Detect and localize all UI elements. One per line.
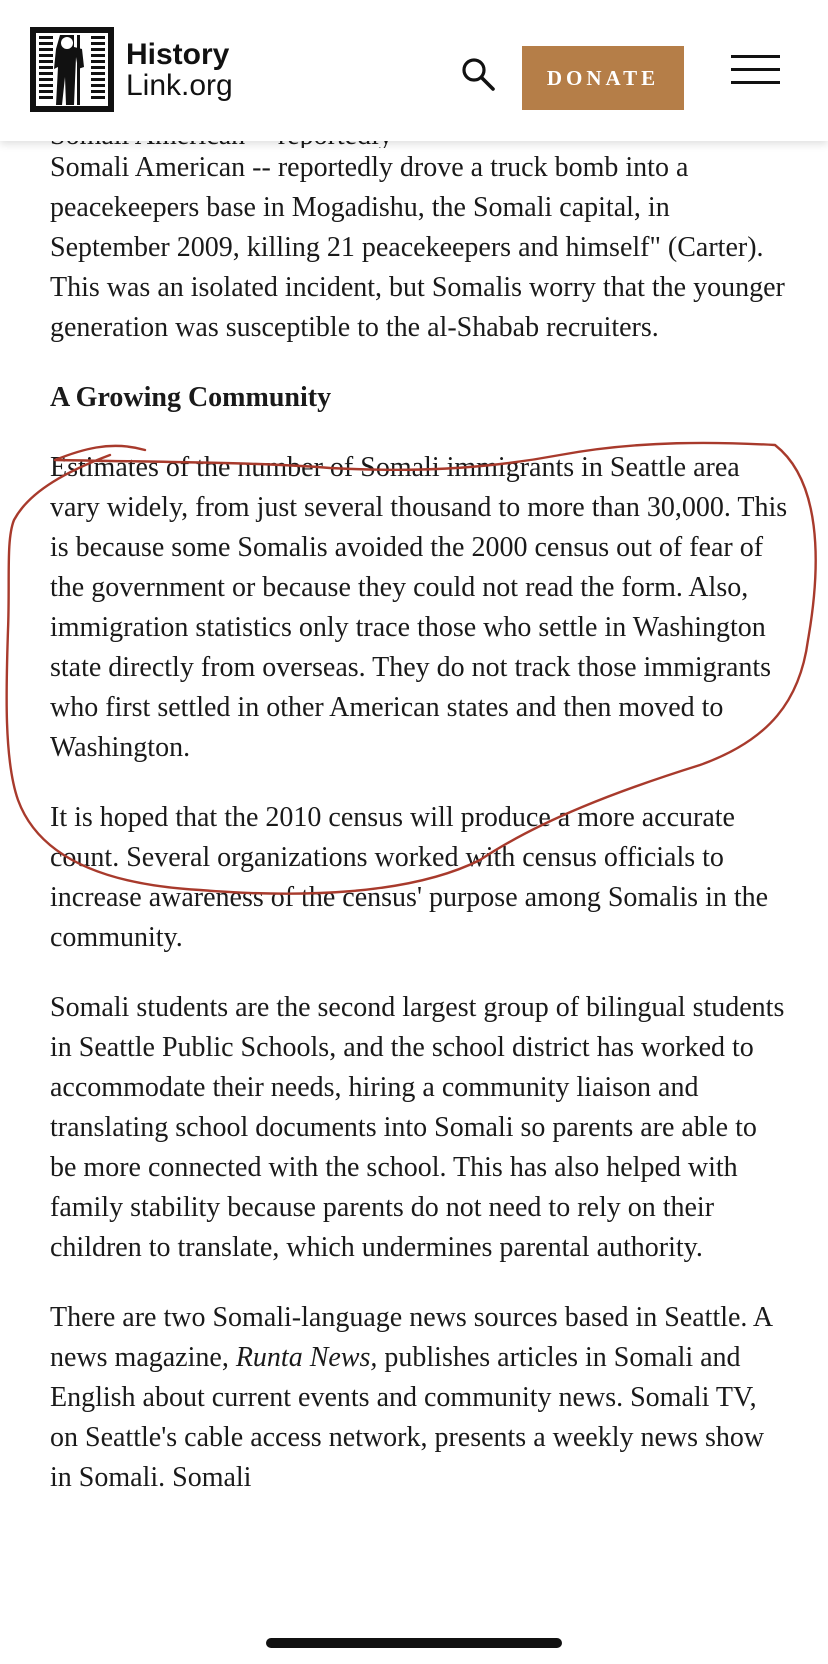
runta-news-title: Runta News, bbox=[235, 1342, 378, 1373]
paragraph-news-sources bbox=[50, 1298, 790, 1498]
article-body bbox=[50, 128, 790, 1528]
donate-button[interactable]: DONATE bbox=[522, 46, 684, 110]
logo-wordmark bbox=[126, 39, 233, 101]
search-icon[interactable] bbox=[460, 56, 496, 92]
paragraph-2010-census: It is hoped that the 2010 census will produce a more accurate count. Several organizations worked with census officials to increase awareness of the census' purpose among Somalis in the community. bbox=[50, 802, 769, 953]
news-sources-text-end: publishes articles in Somali and English about current events and community news. Somali TV, on Seattle's cable access network, presents a weekly news show in Somali. Somali bbox=[50, 1342, 765, 1493]
news-sources-text-start: There are two Somali-language news sources based in Seattle. A news magazine, bbox=[50, 1302, 772, 1373]
historylink-logo-icon bbox=[30, 27, 114, 112]
section-heading-growing-community: A Growing Community bbox=[50, 382, 332, 413]
logo-text-link: Link.org bbox=[126, 68, 233, 102]
historylink-logo[interactable] bbox=[30, 27, 233, 112]
paragraph-somali-students: Somali students are the second largest group of bilingual students in Seattle Public Schools, and the school district has worked to accommodate their needs, hiring a community liaison and translating school documents into Somali so parents are able to be more connected with the school. This has also helped with family stability because parents do not need to rely on their children to translate, which undermines parental authority. bbox=[50, 992, 785, 1263]
home-indicator-bar[interactable] bbox=[266, 1638, 562, 1648]
site-header bbox=[0, 0, 828, 141]
hamburger-menu-icon[interactable] bbox=[731, 55, 780, 85]
paragraph-al-shabab: Somali American -- reportedly drove a truck bomb into a peacekeepers base in Mogadishu, the Somali capital, in September 2009, killing 21 peacekeepers and himself" (Carter). This was an isolated incident, but Somalis worry that the younger generation was susceptible to the al-Shabab recruiters. bbox=[50, 152, 785, 343]
paragraph-population-estimates: Estimates of the number of Somali immigrants in Seattle area vary widely, from just several thousand to more than 30,000. This is because some Somalis avoided the 2000 census out of fear of the government or because they could not read the form. Also, immigration statistics only trace those who settle in Washington state directly from overseas. They do not track those immigrants who first settled in other American states and then moved to Washington. bbox=[50, 452, 788, 763]
logo-text-history: History bbox=[126, 37, 230, 71]
